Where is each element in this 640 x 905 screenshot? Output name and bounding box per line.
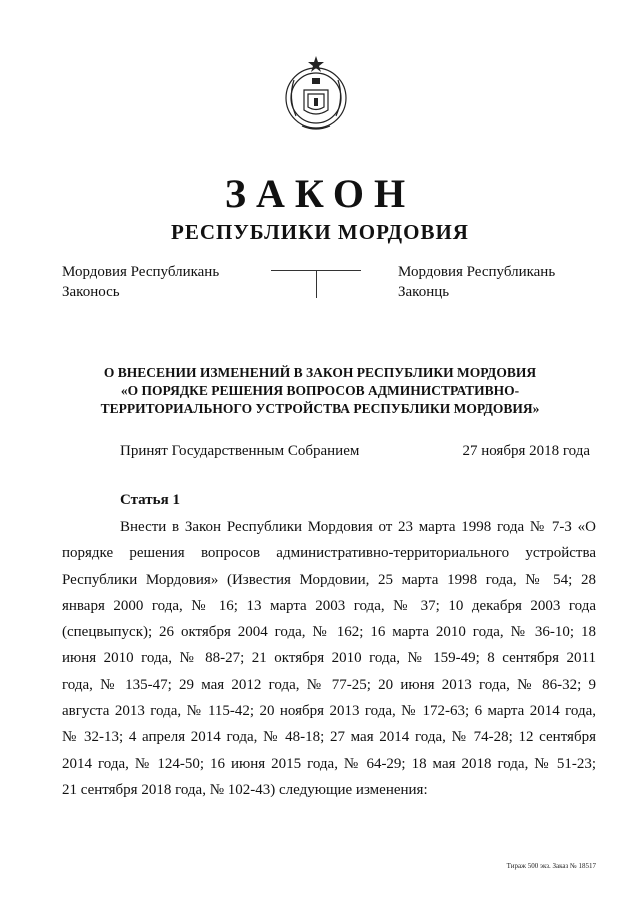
adopted-date: 27 ноября 2018 года <box>462 443 590 459</box>
body-line: 21 сентября 2018 года, № 102-43) следующие изменения: <box>62 781 428 798</box>
document-title: ЗАКОН <box>224 171 416 216</box>
body-line: августа 2013 года, № 115-42; 20 ноября 2013 года, № 172-63; 6 марта 2014 года, <box>62 703 596 720</box>
moksha-title-line: Мордовия Республикань <box>398 264 556 280</box>
body-line: № 32-13; 4 апреля 2014 года, № 48-18; 27 мая 2014 года, № 74-28; 12 сентября <box>62 729 596 746</box>
law-name-line: О ВНЕСЕНИИ ИЗМЕНЕНИЙ В ЗАКОН РЕСПУБЛИКИ МОРДОВИЯ <box>103 365 537 380</box>
law-name-line: ТЕРРИТОРИАЛЬНОГО УСТРОЙСТВА РЕСПУБЛИКИ МОРДОВИЯ» <box>100 401 540 416</box>
body-line: июня 2010 года, № 88-27; 21 октября 2010 года, № 159-49; 8 сентября 2011 <box>62 650 596 667</box>
moksha-title-line: Законць <box>398 284 450 300</box>
erzya-title-line: Законось <box>62 284 120 300</box>
body-line: порядке решения вопросов административно-территориального устройства <box>62 545 596 562</box>
body-line: 2014 года, № 124-50; 16 июня 2015 года, № 64-29; 18 мая 2018 года, № 51-23; <box>62 755 596 772</box>
body-line: января 2000 года, № 16; 13 марта 2003 года, № 37; 10 декабря 2003 года <box>62 597 596 614</box>
body-line: года, № 135-47; 29 мая 2012 года, № 77-25; 20 июня 2013 года, № 86-32; 9 <box>62 676 596 693</box>
erzya-title-line: Мордовия Республикань <box>62 264 220 280</box>
moksha-title-block <box>398 262 555 302</box>
print-run-footer: Тираж 500 экз. Заказ № 18517 <box>506 862 596 870</box>
article-heading: Статья 1 <box>120 492 180 508</box>
adopted-by: Принят Государственным Собранием <box>120 443 360 459</box>
erzya-title-block <box>62 262 219 302</box>
body-line: Республики Мордовия» (Известия Мордовии, 25 марта 1998 года, № 54; 28 <box>62 571 596 588</box>
coat-of-arms-icon <box>274 52 358 136</box>
law-name <box>0 364 640 418</box>
article-body <box>62 514 596 803</box>
law-name-line: «О ПОРЯДКЕ РЕШЕНИЯ ВОПРОСОВ АДМИНИСТРАТИВНО- <box>120 383 520 398</box>
body-line: (спецвыпуск); 26 октября 2004 года, № 162; 16 марта 2010 года, № 36-10; 18 <box>62 624 596 641</box>
header-divider-vertical <box>316 270 317 298</box>
document-subtitle: РЕСПУБЛИКИ МОРДОВИЯ <box>171 220 469 244</box>
body-line: Внести в Закон Республики Мордовия от 23 марта 1998 года № 7-З «О <box>120 519 596 535</box>
